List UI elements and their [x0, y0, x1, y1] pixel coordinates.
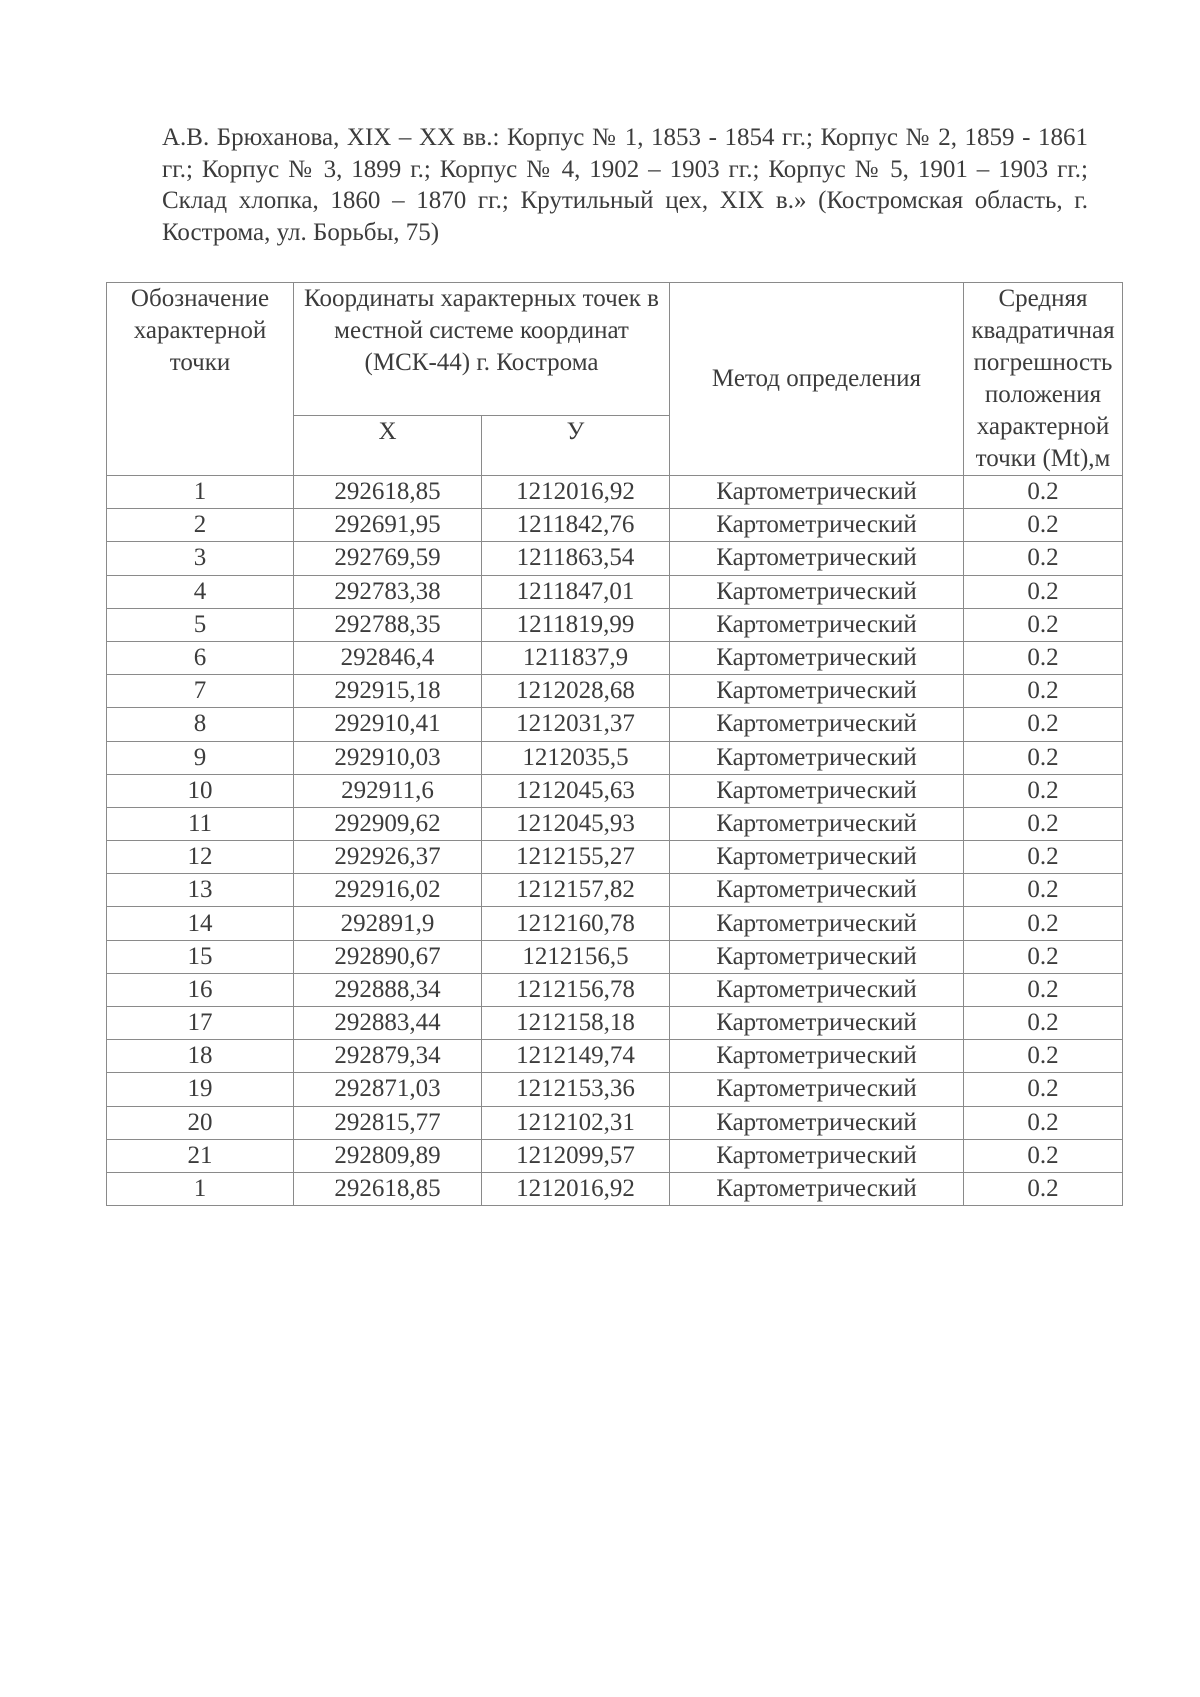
cell-error: 0.2 [964, 1073, 1123, 1106]
cell-method: Картометрический [670, 1007, 964, 1040]
cell-point: 10 [107, 774, 294, 807]
intro-paragraph: А.В. Брюханова, XIX – XX вв.: Корпус № 1, 1853 - 1854 гг.; Корпус № 2, 1859 - 1861 гг.; Корпус № 3, 1899 г.; Корпус № 4, 1902 – 1903 гг.; Корпус № 5, 1901 – 1903 гг.; Склад хлопка, 1860 – 1870 гг.; Крутильный цех, XIX в.» (Костромская область, г. Кострома, ул. Борьбы, 75) [162, 124, 1088, 246]
cell-error: 0.2 [964, 476, 1123, 509]
cell-x: 292883,44 [294, 1007, 482, 1040]
cell-x: 292783,38 [294, 575, 482, 608]
cell-y: 1212102,31 [482, 1106, 670, 1139]
cell-method: Картометрический [670, 708, 964, 741]
cell-y: 1212157,82 [482, 874, 670, 907]
table-row [107, 1040, 1123, 1073]
cell-x: 292909,62 [294, 807, 482, 840]
cell-y: 1212153,36 [482, 1073, 670, 1106]
header-point: Обозначение характерной точки [107, 283, 294, 476]
cell-point: 1 [107, 476, 294, 509]
cell-method: Картометрический [670, 973, 964, 1006]
cell-method: Картометрический [670, 509, 964, 542]
table-row [107, 1073, 1123, 1106]
cell-x: 292910,41 [294, 708, 482, 741]
cell-x: 292809,89 [294, 1139, 482, 1172]
cell-x: 292911,6 [294, 774, 482, 807]
cell-point: 13 [107, 874, 294, 907]
cell-error: 0.2 [964, 1040, 1123, 1073]
cell-method: Картометрический [670, 575, 964, 608]
cell-method: Картометрический [670, 1040, 964, 1073]
cell-y: 1212156,78 [482, 973, 670, 1006]
cell-method: Картометрический [670, 641, 964, 674]
cell-point: 2 [107, 509, 294, 542]
cell-y: 1212035,5 [482, 741, 670, 774]
cell-y: 1212149,74 [482, 1040, 670, 1073]
cell-point: 14 [107, 907, 294, 940]
cell-error: 0.2 [964, 608, 1123, 641]
cell-y: 1212045,63 [482, 774, 670, 807]
cell-x: 292879,34 [294, 1040, 482, 1073]
table-row [107, 774, 1123, 807]
header-x: X [294, 415, 482, 475]
table-row [107, 973, 1123, 1006]
cell-y: 1212045,93 [482, 807, 670, 840]
table-body [107, 476, 1123, 1206]
table-row [107, 940, 1123, 973]
cell-y: 1212016,92 [482, 1172, 670, 1205]
cell-method: Картометрический [670, 476, 964, 509]
cell-x: 292916,02 [294, 874, 482, 907]
cell-x: 292890,67 [294, 940, 482, 973]
cell-method: Картометрический [670, 542, 964, 575]
table-row [107, 708, 1123, 741]
cell-x: 292691,95 [294, 509, 482, 542]
cell-x: 292618,85 [294, 476, 482, 509]
cell-error: 0.2 [964, 575, 1123, 608]
cell-point: 12 [107, 841, 294, 874]
cell-error: 0.2 [964, 741, 1123, 774]
table-row [107, 608, 1123, 641]
table-row [107, 575, 1123, 608]
cell-y: 1212099,57 [482, 1139, 670, 1172]
cell-error: 0.2 [964, 940, 1123, 973]
header-coordinates: Координаты характерных точек в местной системе координат (МСК-44) г. Кострома [294, 283, 670, 416]
cell-point: 5 [107, 608, 294, 641]
cell-error: 0.2 [964, 1139, 1123, 1172]
cell-point: 8 [107, 708, 294, 741]
header-error: Средняя квадратичная погрешность положения характерной точки (Mt),м [964, 283, 1123, 476]
cell-x: 292618,85 [294, 1172, 482, 1205]
cell-x: 292788,35 [294, 608, 482, 641]
table-row [107, 741, 1123, 774]
cell-error: 0.2 [964, 675, 1123, 708]
cell-y: 1211863,54 [482, 542, 670, 575]
cell-x: 292769,59 [294, 542, 482, 575]
cell-x: 292871,03 [294, 1073, 482, 1106]
cell-point: 3 [107, 542, 294, 575]
cell-x: 292846,4 [294, 641, 482, 674]
cell-y: 1212016,92 [482, 476, 670, 509]
cell-point: 6 [107, 641, 294, 674]
cell-point: 16 [107, 973, 294, 1006]
cell-error: 0.2 [964, 1172, 1123, 1205]
cell-y: 1211837,9 [482, 641, 670, 674]
cell-x: 292891,9 [294, 907, 482, 940]
cell-method: Картометрический [670, 774, 964, 807]
cell-y: 1212155,27 [482, 841, 670, 874]
cell-error: 0.2 [964, 708, 1123, 741]
cell-y: 1211819,99 [482, 608, 670, 641]
cell-method: Картометрический [670, 907, 964, 940]
table-row [107, 1106, 1123, 1139]
cell-method: Картометрический [670, 1073, 964, 1106]
table-row [107, 1139, 1123, 1172]
cell-method: Картометрический [670, 741, 964, 774]
table-header [107, 283, 1123, 476]
cell-error: 0.2 [964, 841, 1123, 874]
cell-error: 0.2 [964, 774, 1123, 807]
cell-point: 9 [107, 741, 294, 774]
cell-error: 0.2 [964, 973, 1123, 1006]
table-row [107, 841, 1123, 874]
cell-point: 1 [107, 1172, 294, 1205]
table-row [107, 509, 1123, 542]
cell-y: 1211847,01 [482, 575, 670, 608]
table-row [107, 542, 1123, 575]
cell-error: 0.2 [964, 542, 1123, 575]
cell-method: Картометрический [670, 807, 964, 840]
cell-method: Картометрический [670, 841, 964, 874]
table-row [107, 807, 1123, 840]
cell-error: 0.2 [964, 1007, 1123, 1040]
cell-error: 0.2 [964, 509, 1123, 542]
cell-point: 11 [107, 807, 294, 840]
cell-x: 292815,77 [294, 1106, 482, 1139]
cell-y: 1212160,78 [482, 907, 670, 940]
cell-point: 19 [107, 1073, 294, 1106]
coordinates-table [106, 282, 1123, 1206]
cell-error: 0.2 [964, 1106, 1123, 1139]
cell-y: 1212158,18 [482, 1007, 670, 1040]
table-row [107, 1007, 1123, 1040]
cell-point: 7 [107, 675, 294, 708]
cell-point: 20 [107, 1106, 294, 1139]
cell-method: Картометрический [670, 1172, 964, 1205]
cell-x: 292888,34 [294, 973, 482, 1006]
cell-method: Картометрический [670, 1106, 964, 1139]
cell-method: Картометрический [670, 675, 964, 708]
cell-error: 0.2 [964, 807, 1123, 840]
table-row [107, 907, 1123, 940]
header-method: Метод определения [670, 283, 964, 476]
cell-point: 18 [107, 1040, 294, 1073]
cell-error: 0.2 [964, 641, 1123, 674]
header-y: У [482, 415, 670, 475]
cell-method: Картометрический [670, 874, 964, 907]
cell-y: 1212156,5 [482, 940, 670, 973]
cell-x: 292926,37 [294, 841, 482, 874]
cell-point: 15 [107, 940, 294, 973]
cell-error: 0.2 [964, 874, 1123, 907]
cell-y: 1212028,68 [482, 675, 670, 708]
cell-point: 4 [107, 575, 294, 608]
cell-method: Картометрический [670, 608, 964, 641]
table-row [107, 874, 1123, 907]
table-row [107, 476, 1123, 509]
cell-y: 1212031,37 [482, 708, 670, 741]
cell-method: Картометрический [670, 1139, 964, 1172]
table-row [107, 675, 1123, 708]
cell-error: 0.2 [964, 907, 1123, 940]
cell-point: 21 [107, 1139, 294, 1172]
cell-x: 292910,03 [294, 741, 482, 774]
table-row [107, 1172, 1123, 1205]
cell-method: Картометрический [670, 940, 964, 973]
cell-x: 292915,18 [294, 675, 482, 708]
cell-point: 17 [107, 1007, 294, 1040]
cell-y: 1211842,76 [482, 509, 670, 542]
table-row [107, 641, 1123, 674]
